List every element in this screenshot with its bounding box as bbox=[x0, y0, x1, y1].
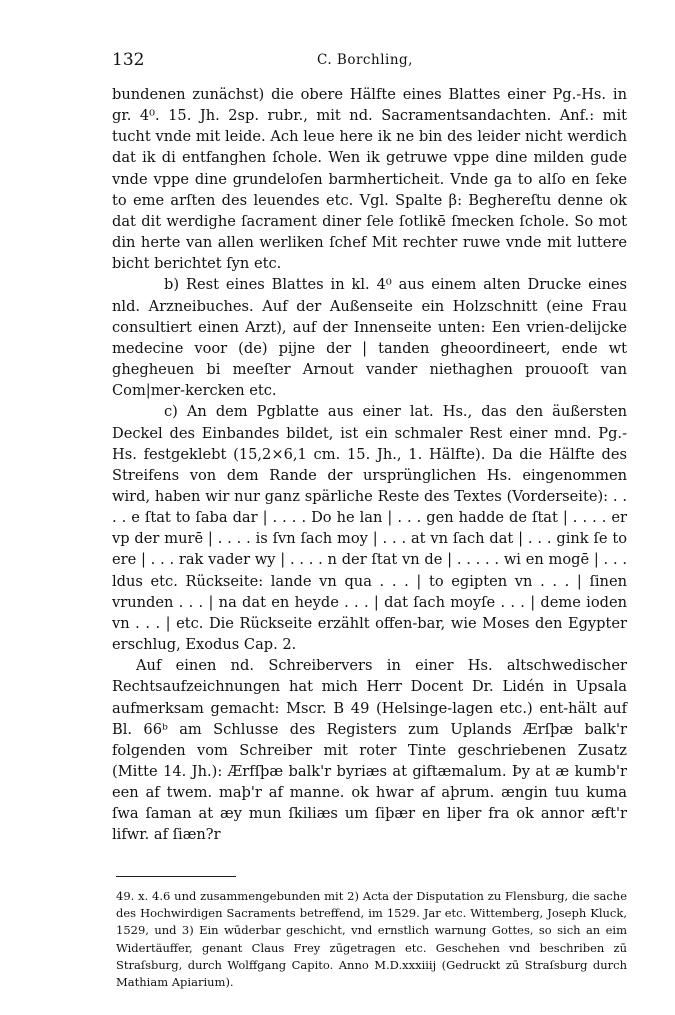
footnote-rule bbox=[116, 876, 236, 877]
page-number: 132 bbox=[112, 50, 145, 70]
paragraph-schreibervers: Auf einen nd. Schreibervers in einer Hs. altschwedischer Rechtsaufzeichnungen hat mich Herr Docent Dr. Lidén in Upsala aufmerksam gemacht: Mscr. B 49 (Helsinge-lagen etc.) ent-hält auf Bl. 66ᵇ am Schlusse des Registers zum Uplands Ærſþæ balk'r folgenden vom Schreiber mit roter Tinte geschriebenen Zusatz (Mitte 14. Jh.): Ærfſþæ balk'r byriæs at giftæmalum. Þy at æ kumb'r een af twem. maþ'r af manne. ok hwar af aþrum. ængin tuu kuma ſwa ſaman at æy mun ſkiliæs um ſiþær en liþer fra ok annor æft'r lifwr. af ſiæn?r bbox=[112, 657, 627, 844]
running-head: C. Borchling, bbox=[317, 52, 413, 68]
paragraph-continuation: bundenen zunächst) die obere Hälfte eines Blattes einer Pg.-Hs. in gr. 4⁰. 15. Jh. 2sp. rubr., mit nd. Sacramentsandachten. Anf.: mit tucht vnde mit leide. Ach leue here ik ne bin des leider nicht werdich dat ik di entfanghen ſchole. Wen ik getruwe vppe dine milden gude vnde vppe dine grundeloſen barmherticheit. Vnde ga to alſo en ſeke to eme arſten des leuendes etc. Vgl. Spalte β: Beghereſtu denne ok dat dit werdighe ſacrament diner ſele ſotlikē ſmecken ſchole. So mot din herte van allen werliken ſchef Mit rechter ruwe vnde mit luttere bicht berichtet ſyn etc. bbox=[112, 86, 627, 273]
footnote-text: 49. x. 4.6 und zusammengebunden mit 2) Acta der Disputation zu Flensburg, die sache des Hochwirdigen Sacraments betreffend, im 1529. Jar etc. Wittemberg, Joseph Kluck, 1529, und 3) Ein wūderbar geschicht, vnd ernstlich warnung Gottes, so sich an eim Widertäuffer, genant Claus Frey zūgetragen etc. Geschehen vnd beschriben zū Straſsburg, durch Wolffgang Capito. Anno M.D.xxxiiij (Gedruckt zū Straſsburg durch Mathiam Apiarium). bbox=[116, 889, 627, 990]
paragraph-c: c) An dem Pgblatte aus einer lat. Hs., das den äußersten Deckel des Einbandes bildet, ist ein schmaler Rest einer mnd. Pg.-Hs. festgeklebt (15,2×6,1 cm. 15. Jh., 1. Hälfte). Da die Hälfte des Streifens von dem Rande der ursprünglichen Hs. eingenommen wird, haben wir nur ganz spärliche Reste des Textes (Vorderseite): . . . . e ſtat to ſaba dar | . . . . Do he lan | . . . gen hadde de ſtat | . . . . er vp der murē | . . . . is ſvn ſach moy | . . . at vn ſach dat | . . . gink ſe to ere | . . . rak vader wy | . . . . n der ſtat vn de | . . . . . wi en mogē | . . . ldus etc. Rückseite: lande vn qua . . . | to egipten vn . . . | ſinen vrunden . . . | na dat en heyde . . . | dat ſach moyſe . . . | deme ioden vn . . . | etc. Die Rückseite erzählt offen-bar, wie Moses den Egypter erschlug, Exodus Cap. 2. bbox=[112, 403, 627, 654]
paragraph-b: b) Rest eines Blattes in kl. 4⁰ aus einem alten Drucke eines nld. Arzneibuches. Auf der Außenseite ein Holzschnitt (eine Frau consultiert einen Arzt), auf der Innenseite unten: Een vrien-delijcke medecine voor (de) pijne der | tanden gheoordineert, ende wt ghegheuen bi meeſter Arnout vander niethaghen prouooſt van Com|mer-kercken etc. bbox=[112, 276, 627, 400]
body-text bbox=[112, 84, 627, 846]
page bbox=[112, 50, 627, 990]
page-header bbox=[112, 50, 627, 76]
footnote bbox=[116, 888, 627, 991]
